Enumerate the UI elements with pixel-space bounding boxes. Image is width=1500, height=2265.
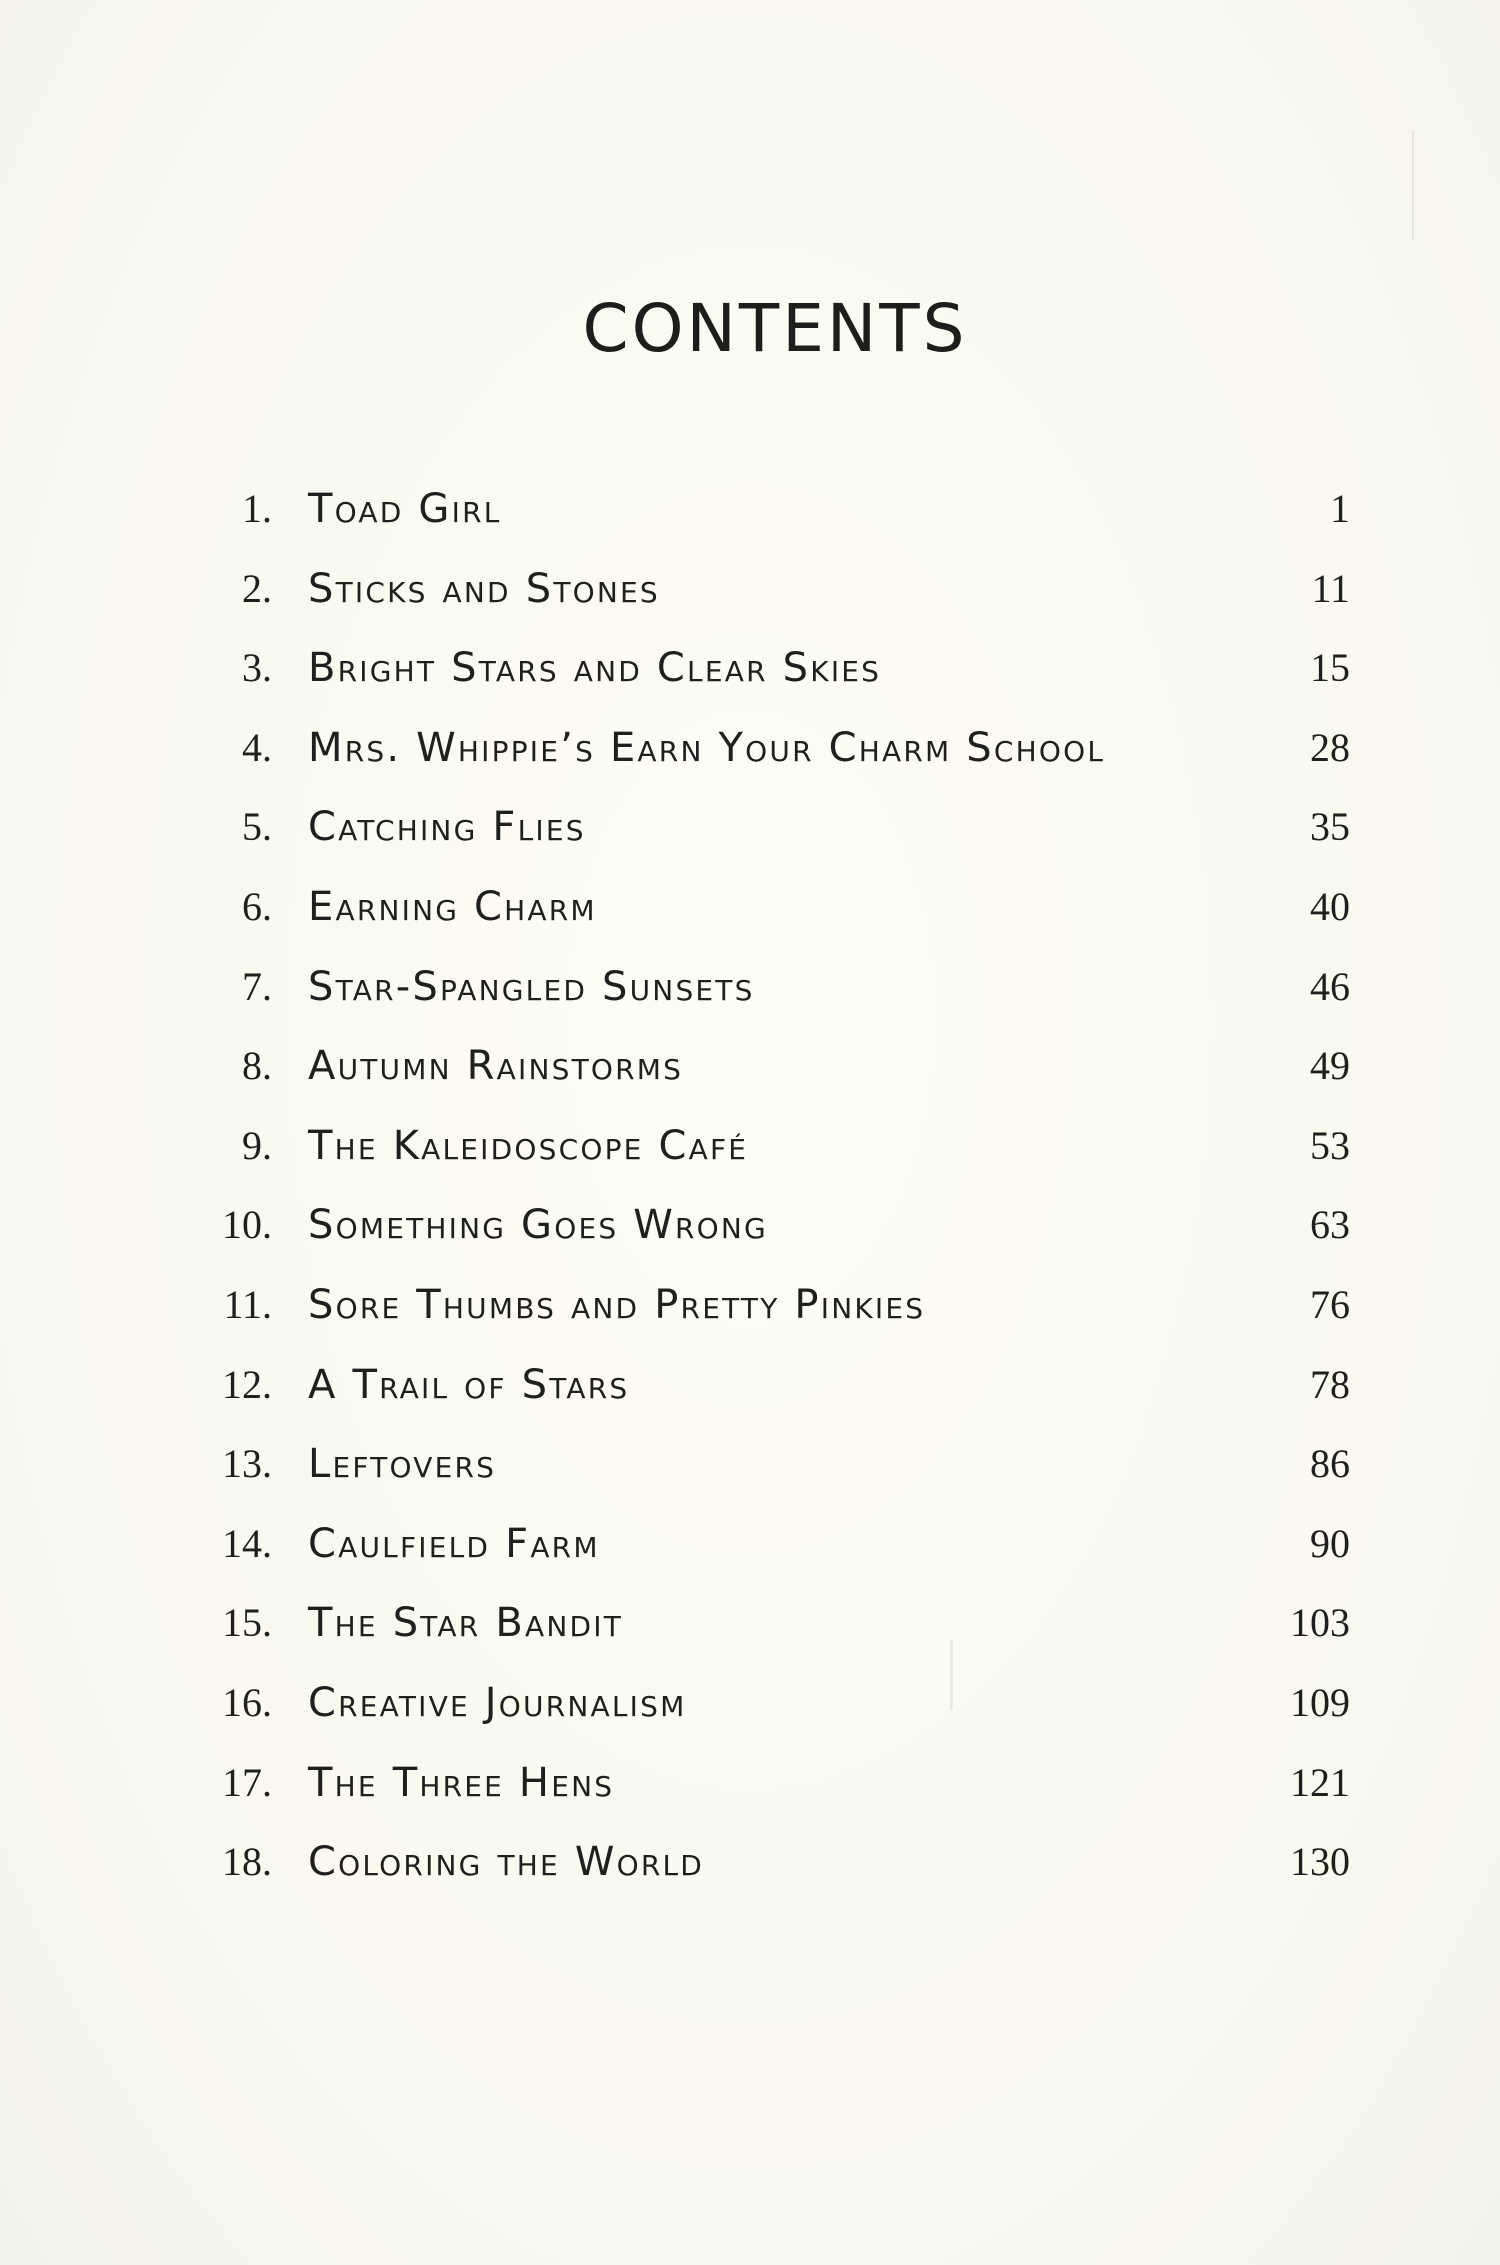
- chapter-number: 9.: [242, 1122, 272, 1168]
- chapter-number: 11.: [223, 1281, 272, 1327]
- chapter-page-number: 78: [1310, 1361, 1350, 1407]
- chapter-title: Creative Journalism: [308, 1679, 687, 1726]
- chapter-number: 16.: [222, 1679, 272, 1725]
- chapter-number: 18.: [222, 1839, 272, 1885]
- chapter-title: Earning Charm: [308, 883, 597, 930]
- chapter-number: 8.: [242, 1043, 272, 1089]
- toc-entry: [200, 629, 1360, 709]
- chapter-page-number: 40: [1310, 883, 1350, 929]
- chapter-page-number: 109: [1290, 1679, 1350, 1725]
- chapter-number: 10.: [222, 1202, 272, 1248]
- chapter-number: 7.: [242, 963, 272, 1009]
- toc-entry: [200, 470, 1360, 550]
- toc-entry: [200, 1664, 1360, 1744]
- chapter-title: Mrs. Whippie’s Earn Your Charm School: [308, 724, 1106, 771]
- toc-entry: [200, 1266, 1360, 1346]
- chapter-page-number: 15: [1310, 645, 1350, 691]
- chapter-title: Sticks and Stones: [308, 565, 660, 612]
- chapter-page-number: 53: [1310, 1122, 1350, 1168]
- chapter-title: Sore Thumbs and Pretty Pinkies: [308, 1281, 926, 1328]
- chapter-page-number: 103: [1290, 1600, 1350, 1646]
- page-title: CONTENTS: [582, 290, 968, 367]
- chapter-page-number: 86: [1310, 1441, 1350, 1487]
- chapter-number: 17.: [222, 1759, 272, 1805]
- toc-entry: [200, 1346, 1360, 1426]
- chapter-page-number: 35: [1310, 804, 1350, 850]
- chapter-number: 2.: [242, 565, 272, 611]
- toc-entry: [200, 948, 1360, 1028]
- toc-entry: [200, 1505, 1360, 1585]
- toc-entry: [200, 868, 1360, 948]
- chapter-title: Bright Stars and Clear Skies: [308, 645, 882, 692]
- chapter-number: 4.: [242, 724, 272, 770]
- chapter-page-number: 11: [1311, 565, 1350, 611]
- chapter-page-number: 1: [1330, 486, 1350, 531]
- chapter-number: 5.: [242, 804, 272, 850]
- toc-entry: [200, 788, 1360, 868]
- chapter-page-number: 49: [1310, 1043, 1350, 1089]
- chapter-title: Leftovers: [308, 1441, 497, 1488]
- chapter-page-number: 90: [1310, 1520, 1350, 1566]
- chapter-number: 3.: [242, 645, 272, 691]
- toc-entry: [200, 709, 1360, 789]
- chapter-page-number: 63: [1310, 1202, 1350, 1248]
- chapter-number: 6.: [242, 883, 272, 929]
- chapter-title: Catching Flies: [308, 804, 586, 851]
- chapter-page-number: 28: [1310, 724, 1350, 770]
- chapter-page-number: 130: [1290, 1839, 1350, 1885]
- chapter-title: Autumn Rainstorms: [308, 1043, 684, 1090]
- chapter-title: Something Goes Wrong: [308, 1202, 768, 1249]
- chapter-number: 1.: [242, 486, 272, 531]
- chapter-title: The Kaleidoscope Café: [308, 1122, 749, 1169]
- chapter-title: Coloring the World: [308, 1839, 705, 1886]
- chapter-title: Toad Girl: [308, 486, 502, 532]
- chapter-title: The Star Bandit: [308, 1600, 624, 1647]
- chapter-page-number: 46: [1310, 963, 1350, 1009]
- chapter-number: 13.: [222, 1441, 272, 1487]
- toc-entry: [200, 1186, 1360, 1266]
- chapter-title: Star-Spangled Sunsets: [308, 963, 755, 1010]
- chapter-number: 14.: [222, 1520, 272, 1566]
- table-of-contents: [200, 470, 1360, 1903]
- chapter-number: 12.: [222, 1361, 272, 1407]
- chapter-number: 15.: [222, 1600, 272, 1646]
- chapter-title: A Trail of Stars: [308, 1361, 630, 1408]
- chapter-title: The Three Hens: [308, 1759, 615, 1806]
- chapter-page-number: 76: [1310, 1281, 1350, 1327]
- toc-entry: [200, 1744, 1360, 1824]
- toc-entry: [200, 1823, 1360, 1903]
- toc-entry: [200, 1425, 1360, 1505]
- toc-entry: [200, 1107, 1360, 1187]
- toc-entry: [200, 1584, 1360, 1664]
- chapter-page-number: 121: [1290, 1759, 1350, 1805]
- chapter-title: Caulfield Farm: [308, 1520, 600, 1567]
- scan-edge-mark: [1412, 130, 1414, 240]
- toc-entry: [200, 550, 1360, 630]
- toc-entry: [200, 1027, 1360, 1107]
